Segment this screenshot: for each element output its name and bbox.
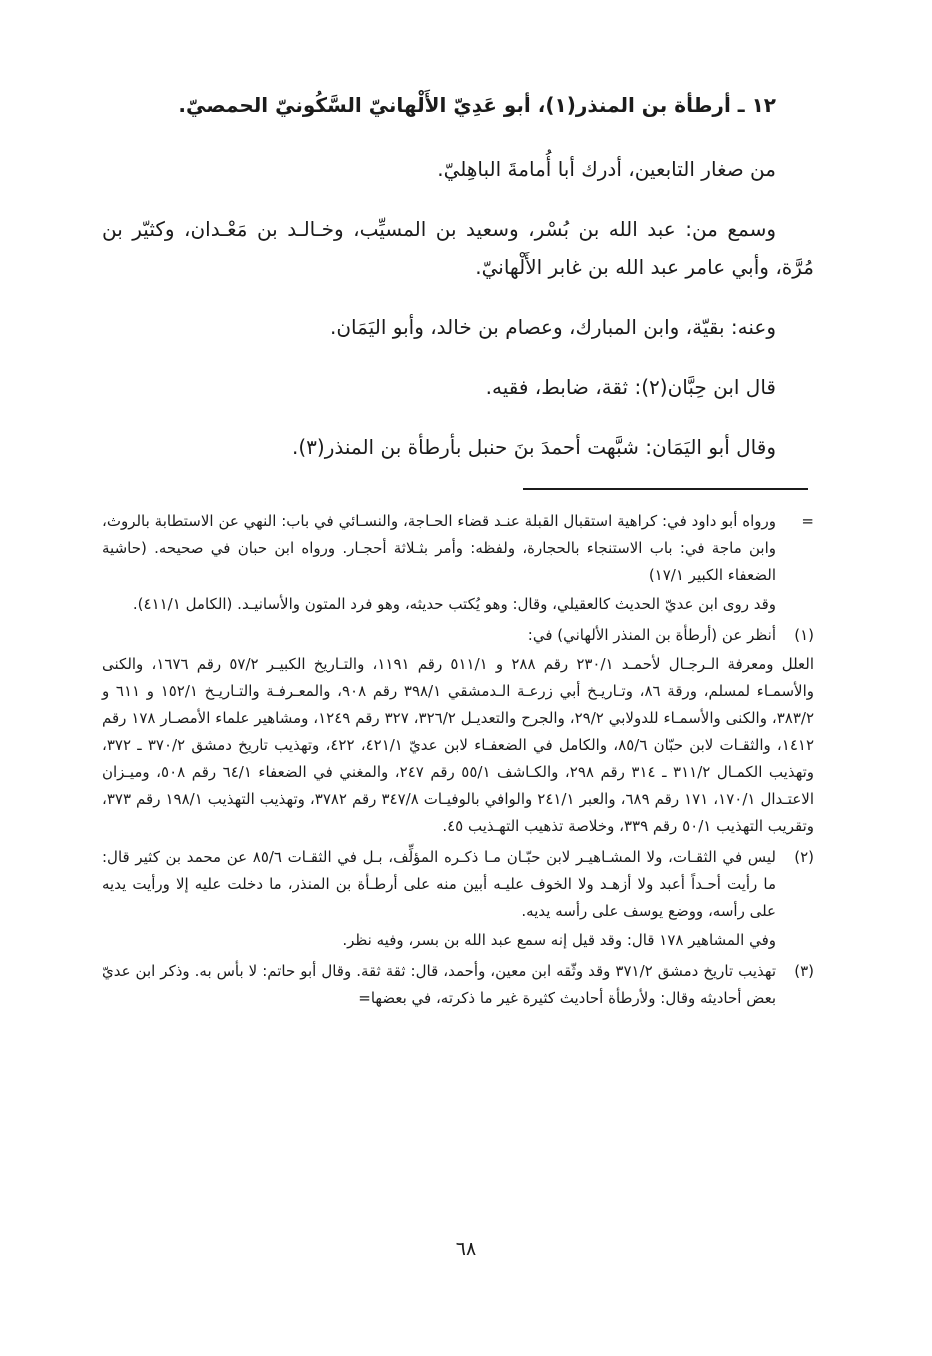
footnote-item-2: [102, 844, 814, 954]
footnote-item-1: [102, 622, 814, 840]
footnote-paragraph: وفي المشاهير ١٧٨ قال: وقد قيل إنه سمع عبد الله بن بسر، وفيه نظر.: [342, 931, 776, 949]
footnote-continuation-marker: =: [801, 512, 814, 530]
entry-heading: ١٢ ـ أرطأة بن المنذر(١)، أبو عَدِيّ الأَلْهانيّ السَّكُونيّ الحمصيّ.: [178, 93, 776, 117]
footnote-paragraph: ورواه أبو داود في: كراهية استقبال القبلة عنـد قضاء الحـاجة، والنسـائي في باب: النهي عن الاستطابة بالروث، وابن ماجة في: باب الاستنجاء بالحجارة، ولفظه: وأمر بثـلاثة أحجـار. ورواه ابن حبان في صحيحه. (حاشية الضعفاء الكبير ١٧/١): [102, 512, 776, 584]
footnote-item-3: [102, 958, 814, 1012]
footnotes-section: [102, 508, 814, 1012]
page-number: ٦٨: [455, 1238, 477, 1260]
entry-paragraph: من صغار التابعين، أدرك أبا أُمامةَ الباهِليّ.: [437, 157, 776, 181]
footnote-item-continuation: [102, 508, 814, 618]
footnote-paragraph: تهذيب تاريخ دمشق ٣٧١/٢ وقد وثّقه ابن معين، وأحمد، قال: ثقة ثقة. وقال أبو حاتم: لا بأس به. وذكر ابن عديّ بعض أحاديثه وقال: ولأرطأة أحاديث كثيرة غير ما ذكرته، في بعضها=: [102, 962, 776, 1007]
footnote-body: [102, 622, 815, 840]
footnote-body: [102, 508, 776, 618]
footnote-separator: [523, 488, 808, 490]
page-content: [102, 86, 814, 1016]
entry-paragraph: وعنه: بقيّة، وابن المبارك، وعصام بن خالد، وأبو اليَمَان.: [330, 315, 776, 339]
footnote-marker: (٣): [794, 962, 814, 980]
footnote-paragraph: وقد روى ابن عديّ الحديث كالعقيلي، وقال: وهو يُكتب حديثه، وهو فرد المتون والأسانيـد. (الكامل ٤١١/١).: [132, 595, 776, 613]
entry-paragraph: وسمع من: عبد الله بن بُسْر، وسعيد بن المسيِّب، وخـالـد بن مَعْـدان، وكثيّر بن مُرَّة، وأبي عامر عبد الله بن غابر الأَلْهانيّ.: [102, 217, 814, 279]
footnote-marker: (١): [794, 626, 814, 644]
entry-paragraph: وقال أبو اليَمَان: شبَّهت أحمدَ بنَ حنبل بأرطأة بن المنذر(٣).: [291, 435, 776, 459]
footnote-marker: (٢): [794, 848, 814, 866]
footnote-body: [102, 958, 776, 1012]
footnote-paragraph: العلل ومعرفة الـرجـال لأحمـد ٢٣٠/١ رقم ٢٨٨ و ٥١١/١ رقم ١١٩١، والتـاريخ الكبيـر ٥٧/٢ رقم ١٦٧٦، والكنى والأسمـاء لمسلم، ورقة ٨٦، وتـاريـخ أبي زرعـة الـدمشقي ٣٩٨/١ رقم ٩٠٨، والمعـرفـة والتـاريـخ ١٥٢/١ و ٦١١ و ٣٨٣/٢، والكنى والأسمـاء للدولابي ٢٩/٢، والجرح والتعديـل ٣٢٦/٢، ٣٢٧ رقم ١٢٤٩، ومشاهير علماء الأمصـار ١٧٨ رقم ١٤١٢، والثقـات لابن حبّان ٨٥/٦، والكامل في الضعفـاء لابن عديّ ٤٢١/١، ٤٢٢، وتهذيب تاريخ دمشق ٣٧٠/٢ ـ ٣٧٢، وتهذيب الكمـال ٣١١/٢ ـ ٣١٤ رقم ٢٩٨، والكـاشف ٥٥/١ رقم ٢٤٧، والمغني في الضعفاء ٦٤/١ رقم ٥٠٨، وميـزان الاعتـدال ١٧٠/١، ١٧١ رقم ٦٨٩، والعبر ٢٤١/١ والوافي بالوفيـات ٣٤٧/٨ رقم ٣٧٨٢، وتهذيب التهذيب ١٩٨/١ رقم ٣٧٣، وتقريب التهذيب ٥٠/١ رقم ٣٣٩، وخلاصة تذهيب التهـذيب ٤٥.: [102, 655, 815, 835]
entry-paragraph: قال ابن حِبَّان(٢): ثقة، ضابط، فقيه.: [485, 375, 776, 399]
entry-body: [102, 86, 814, 466]
footnote-paragraph: أنظر عن (أرطأة بن المنذر الألهاني) في:: [527, 626, 776, 644]
footnote-body: [102, 844, 776, 954]
footnote-paragraph: ليس في الثقـات، ولا المشـاهيـر لابن حبّـان مـا ذكـره المؤلِّف، بـل في الثقـات ٨٥/٦ عن محمد بن كثير قال: ما رأيت أحـداً أعبد ولا أزهـد ولا الخوف عليـه أبين منه على أرطـأة بن المنذر، ما دخلت عليه إلا ورأيت يديه على رأسه، ووضع يوسف على رأسه يديه.: [102, 848, 777, 920]
